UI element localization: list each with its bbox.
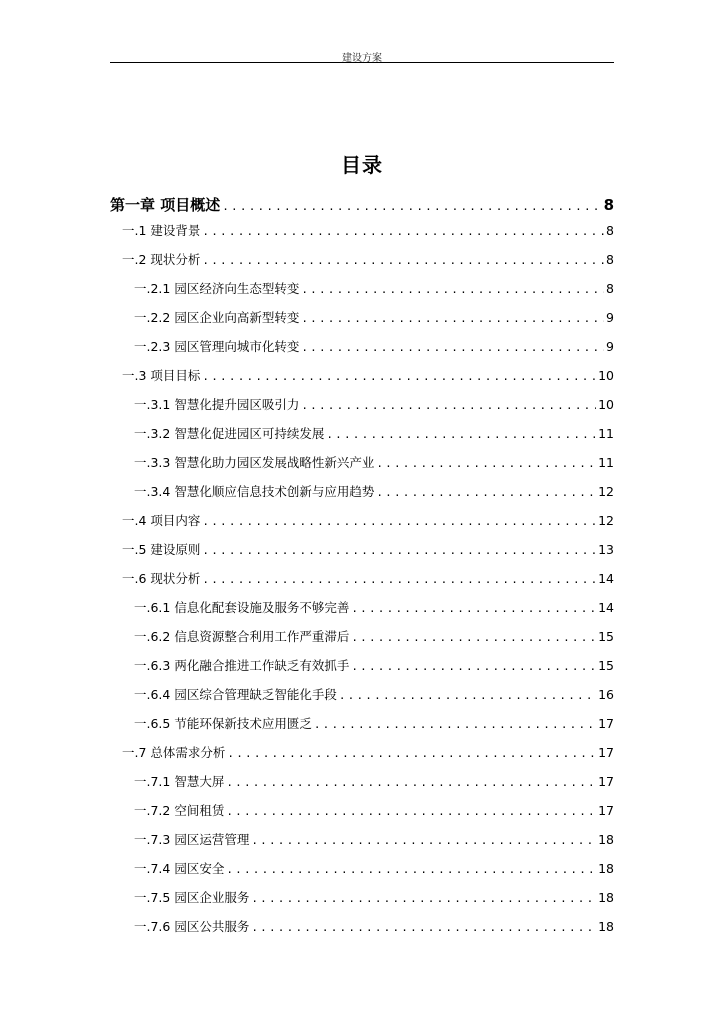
toc-dot-leader xyxy=(251,834,596,847)
toc-dot-leader xyxy=(314,718,596,731)
toc-entry-text: 一.7 总体需求分析 xyxy=(122,745,226,760)
toc-dot-leader xyxy=(301,399,596,412)
toc-dot-leader xyxy=(226,776,596,789)
toc-entry-text: 一.2.1 园区经济向生态型转变 xyxy=(134,281,300,296)
toc-page-number: 8 xyxy=(606,223,614,238)
toc-entry[interactable] xyxy=(110,627,614,656)
toc-entry-text: 一.1 建设背景 xyxy=(122,223,201,238)
toc-entry[interactable] xyxy=(110,540,614,569)
toc-entry[interactable] xyxy=(110,917,614,946)
toc-dot-leader xyxy=(301,283,604,296)
toc-entry-text: 一.7.3 园区运营管理 xyxy=(134,832,250,847)
toc-dot-leader xyxy=(339,689,596,702)
toc-page-number: 17 xyxy=(598,774,614,789)
toc-entry-text: 一.5 建设原则 xyxy=(122,542,201,557)
toc-dot-leader xyxy=(222,200,601,213)
toc-entry[interactable] xyxy=(110,308,614,337)
toc-entry-text: 一.3.4 智慧化顺应信息技术创新与应用趋势 xyxy=(134,484,375,499)
toc-dot-leader xyxy=(351,660,596,673)
toc-page-number: 12 xyxy=(598,513,614,528)
toc-entry-text: 一.6.4 园区综合管理缺乏智能化手段 xyxy=(134,687,337,702)
toc-entry[interactable] xyxy=(110,859,614,888)
toc-entry-text: 一.3.1 智慧化提升园区吸引力 xyxy=(134,397,300,412)
toc-entry-text: 一.3.3 智慧化助力园区发展战略性新兴产业 xyxy=(134,455,375,470)
toc-dot-leader xyxy=(202,544,596,557)
toc-entry[interactable] xyxy=(110,395,614,424)
toc-dot-leader xyxy=(226,863,596,876)
toc-dot-leader xyxy=(202,225,604,238)
toc-entry[interactable] xyxy=(110,194,614,217)
toc-page-number: 9 xyxy=(606,310,614,325)
toc-entry[interactable] xyxy=(110,279,614,308)
toc-entry[interactable] xyxy=(110,453,614,482)
toc-entry-text: 一.4 项目内容 xyxy=(122,513,201,528)
toc-dot-leader xyxy=(376,457,596,470)
toc-entry[interactable] xyxy=(110,772,614,801)
toc-entry-text: 一.3 项目目标 xyxy=(122,368,201,383)
toc-entry-text: 一.6.3 两化融合推进工作缺乏有效抓手 xyxy=(134,658,350,673)
toc-entry[interactable] xyxy=(110,482,614,511)
toc-entry[interactable] xyxy=(110,569,614,598)
toc-page-number: 18 xyxy=(598,832,614,847)
toc-page-number: 18 xyxy=(598,861,614,876)
toc-dot-leader xyxy=(301,312,604,325)
toc-entry-text: 一.7.5 园区企业服务 xyxy=(134,890,250,905)
toc-page-number: 17 xyxy=(598,803,614,818)
toc-dot-leader xyxy=(326,428,596,441)
toc-entry[interactable] xyxy=(110,511,614,540)
toc-entry[interactable] xyxy=(110,714,614,743)
page-header-title: 建设方案 xyxy=(342,53,382,64)
toc-entry[interactable] xyxy=(110,743,614,772)
toc-entry[interactable] xyxy=(110,598,614,627)
toc-entry[interactable] xyxy=(110,366,614,395)
toc-page-number: 14 xyxy=(598,600,614,615)
toc-entry[interactable] xyxy=(110,888,614,917)
toc-entry-text: 一.7.2 空间租赁 xyxy=(134,803,225,818)
toc-page-number: 8 xyxy=(603,196,614,214)
toc-entry[interactable] xyxy=(110,656,614,685)
toc-dot-leader xyxy=(251,921,596,934)
toc-entry-text: 一.6 现状分析 xyxy=(122,571,201,586)
toc-entry[interactable] xyxy=(110,424,614,453)
toc-page-number: 10 xyxy=(598,397,614,412)
toc-dot-leader xyxy=(202,370,596,383)
toc-page-number: 15 xyxy=(598,629,614,644)
toc-page-number: 17 xyxy=(598,745,614,760)
toc-page-number: 15 xyxy=(598,658,614,673)
toc-page-number: 8 xyxy=(606,281,614,296)
toc-dot-leader xyxy=(351,631,596,644)
table-of-contents xyxy=(110,194,614,946)
toc-page-number: 9 xyxy=(606,339,614,354)
toc-page-number: 13 xyxy=(598,542,614,557)
toc-entry-text: 一.6.5 节能环保新技术应用匮乏 xyxy=(134,716,312,731)
toc-dot-leader xyxy=(376,486,596,499)
toc-page-number: 18 xyxy=(598,890,614,905)
toc-entry-text: 一.2.3 园区管理向城市化转变 xyxy=(134,339,300,354)
toc-entry[interactable] xyxy=(110,801,614,830)
toc-page-number: 18 xyxy=(598,919,614,934)
toc-page-number: 17 xyxy=(598,716,614,731)
toc-entry-text: 一.2 现状分析 xyxy=(122,252,201,267)
toc-page-number: 14 xyxy=(598,571,614,586)
toc-dot-leader xyxy=(226,805,596,818)
toc-page-number: 11 xyxy=(598,455,614,470)
toc-dot-leader xyxy=(251,892,596,905)
toc-page-number: 12 xyxy=(598,484,614,499)
toc-entry[interactable] xyxy=(110,250,614,279)
toc-entry-text: 一.7.4 园区安全 xyxy=(134,861,225,876)
toc-entry[interactable] xyxy=(110,221,614,250)
toc-dot-leader xyxy=(227,747,596,760)
toc-entry[interactable] xyxy=(110,830,614,859)
toc-page-number: 10 xyxy=(598,368,614,383)
toc-dot-leader xyxy=(202,515,596,528)
toc-entry-text: 一.6.2 信息资源整合利用工作严重滞后 xyxy=(134,629,350,644)
toc-page-number: 8 xyxy=(606,252,614,267)
toc-dot-leader xyxy=(202,573,596,586)
toc-title: 目录 xyxy=(341,153,383,177)
toc-entry-text: 一.2.2 园区企业向高新型转变 xyxy=(134,310,300,325)
toc-dot-leader xyxy=(351,602,596,615)
toc-entry-text: 一.3.2 智慧化促进园区可持续发展 xyxy=(134,426,325,441)
toc-dot-leader xyxy=(301,341,604,354)
toc-page-number: 16 xyxy=(598,687,614,702)
toc-entry-text: 一.6.1 信息化配套设施及服务不够完善 xyxy=(134,600,350,615)
toc-page-number: 11 xyxy=(598,426,614,441)
toc-entry-text: 一.7.6 园区公共服务 xyxy=(134,919,250,934)
toc-dot-leader xyxy=(202,254,604,267)
header-divider xyxy=(110,62,614,63)
toc-entry-text: 第一章 项目概述 xyxy=(110,196,221,214)
toc-entry[interactable] xyxy=(110,685,614,714)
toc-entry[interactable] xyxy=(110,337,614,366)
toc-entry-text: 一.7.1 智慧大屏 xyxy=(134,774,225,789)
